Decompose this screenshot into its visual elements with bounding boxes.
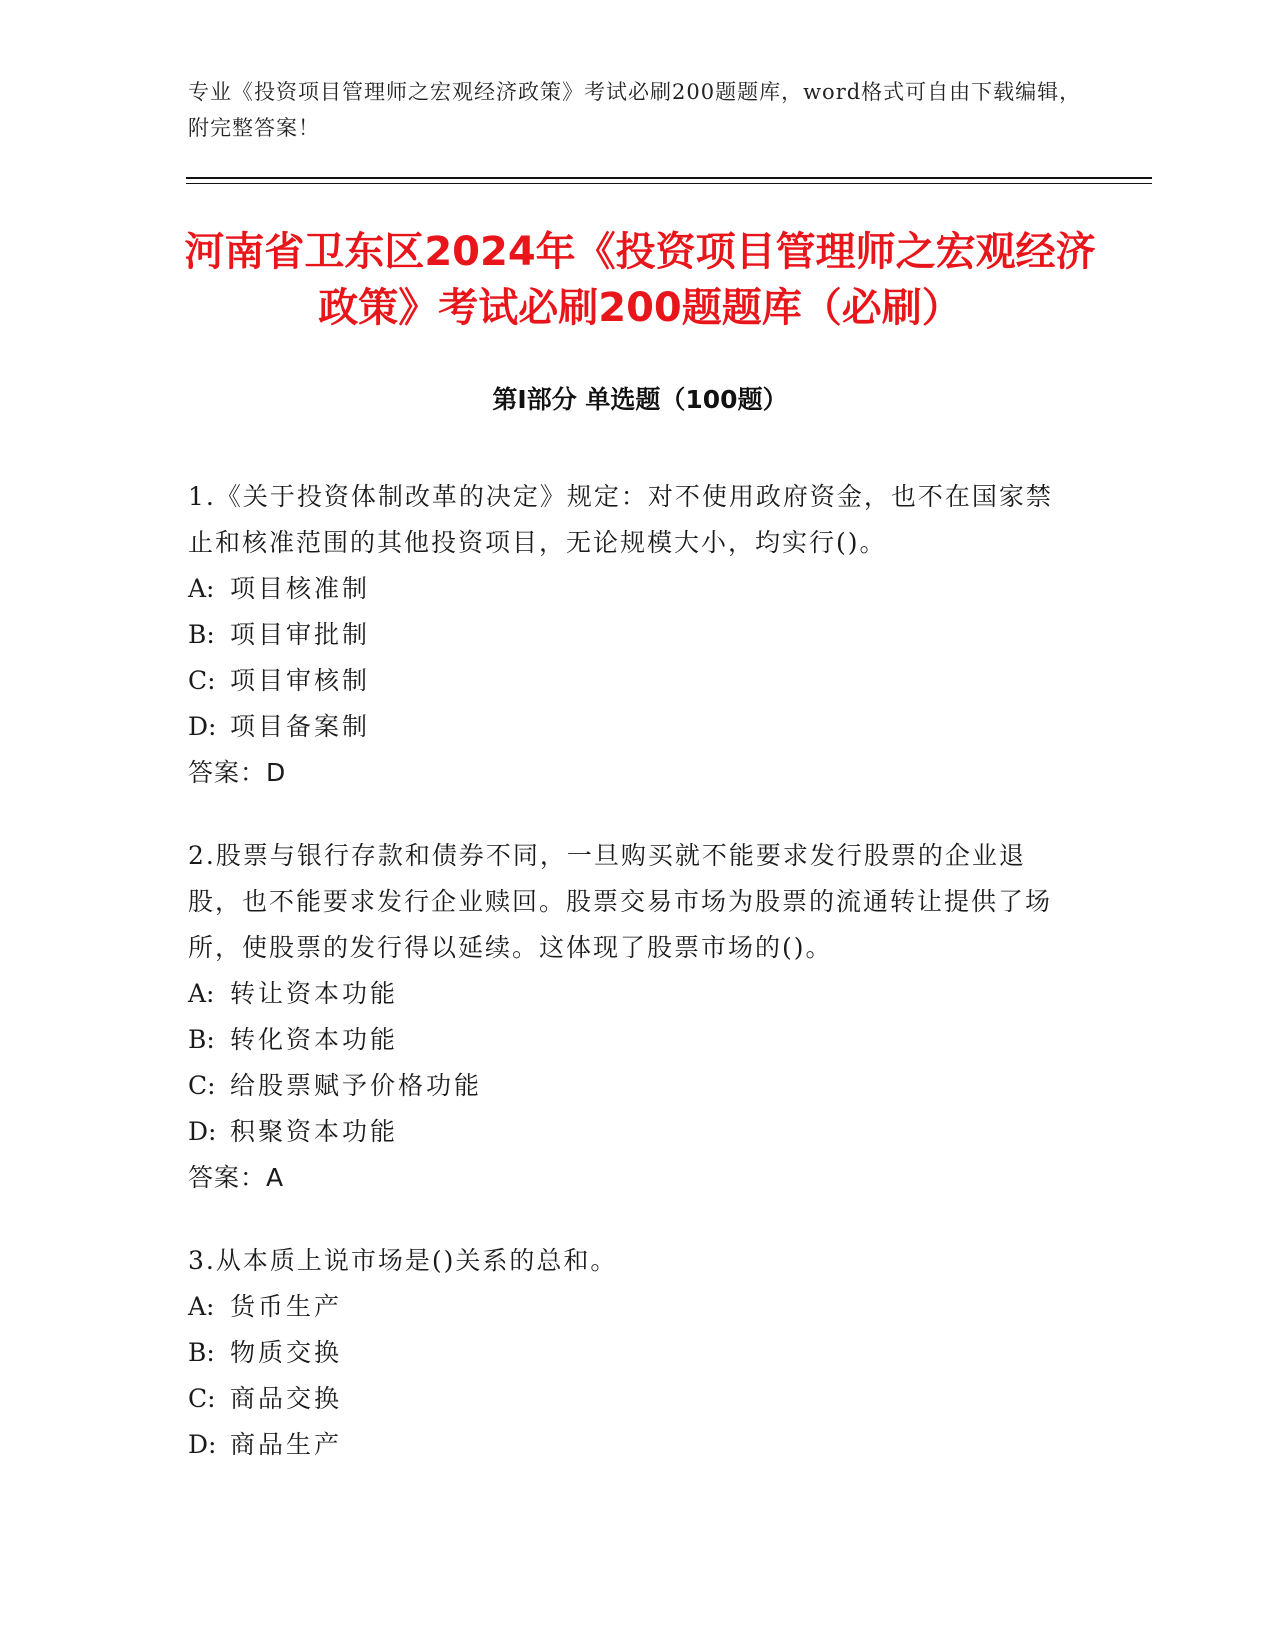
option-c xyxy=(188,1376,1068,1422)
header-rule-thick xyxy=(186,177,1152,179)
option-a xyxy=(188,566,1068,612)
option-c xyxy=(188,1063,1068,1109)
option-text: 转化资本功能 xyxy=(230,1025,399,1054)
option-key: A: xyxy=(188,979,215,1008)
option-key: A: xyxy=(188,1292,215,1321)
option-key: B: xyxy=(188,620,215,649)
option-text: 项目审核制 xyxy=(230,666,371,695)
question-text: 1.《关于投资体制改革的决定》规定：对不使用政府资金，也不在国家禁止和核准范围的其他投资项目，无论规模大小，均实行()。 xyxy=(188,482,1053,557)
option-key: C: xyxy=(188,1071,216,1100)
option-text: 积聚资本功能 xyxy=(230,1117,399,1146)
option-key: A: xyxy=(188,574,215,603)
option-c xyxy=(188,658,1068,704)
option-text: 物质交换 xyxy=(230,1338,343,1367)
question-text: 2.股票与银行存款和债券不同，一旦购买就不能要求发行股票的企业退股，也不能要求发行企业赎回。股票交易市场为股票的流通转让提供了场所，使股票的发行得以延续。这体现了股票市场的()。 xyxy=(188,841,1053,962)
option-key: D: xyxy=(188,1430,217,1459)
option-key: D: xyxy=(188,1117,217,1146)
question-3 xyxy=(188,1238,1068,1468)
header-rule-thin xyxy=(186,183,1152,184)
question-1 xyxy=(188,474,1068,796)
option-text: 项目审批制 xyxy=(230,620,371,649)
option-d xyxy=(188,1422,1068,1468)
option-text: 商品交换 xyxy=(230,1384,343,1413)
option-d xyxy=(188,1109,1068,1155)
option-b xyxy=(188,612,1068,658)
answer: 答案：A xyxy=(188,1163,285,1192)
answer: 答案：D xyxy=(188,758,287,787)
option-a xyxy=(188,971,1068,1017)
header-note: 专业《投资项目管理师之宏观经济政策》考试必刷200题题库，word格式可自由下载编辑，附完整答案！ xyxy=(188,80,1082,140)
option-text: 货币生产 xyxy=(230,1292,343,1321)
option-key: D: xyxy=(188,712,217,741)
option-d xyxy=(188,704,1068,750)
option-key: B: xyxy=(188,1025,215,1054)
option-text: 项目备案制 xyxy=(230,712,371,741)
document-title: 河南省卫东区2024年《投资项目管理师之宏观经济政策》考试必刷200题题库（必刷） xyxy=(184,229,1096,331)
option-text: 项目核准制 xyxy=(230,574,371,603)
option-key: C: xyxy=(188,1384,216,1413)
option-text: 给股票赋予价格功能 xyxy=(230,1071,483,1100)
option-key: C: xyxy=(188,666,216,695)
option-b xyxy=(188,1330,1068,1376)
option-text: 转让资本功能 xyxy=(230,979,399,1008)
question-text: 3.从本质上说市场是()关系的总和。 xyxy=(188,1246,618,1275)
section-title: 第Ⅰ部分 单选题（100题） xyxy=(492,385,788,414)
option-a xyxy=(188,1284,1068,1330)
option-key: B: xyxy=(188,1338,215,1367)
question-2 xyxy=(188,833,1068,1201)
option-b xyxy=(188,1017,1068,1063)
option-text: 商品生产 xyxy=(230,1430,343,1459)
